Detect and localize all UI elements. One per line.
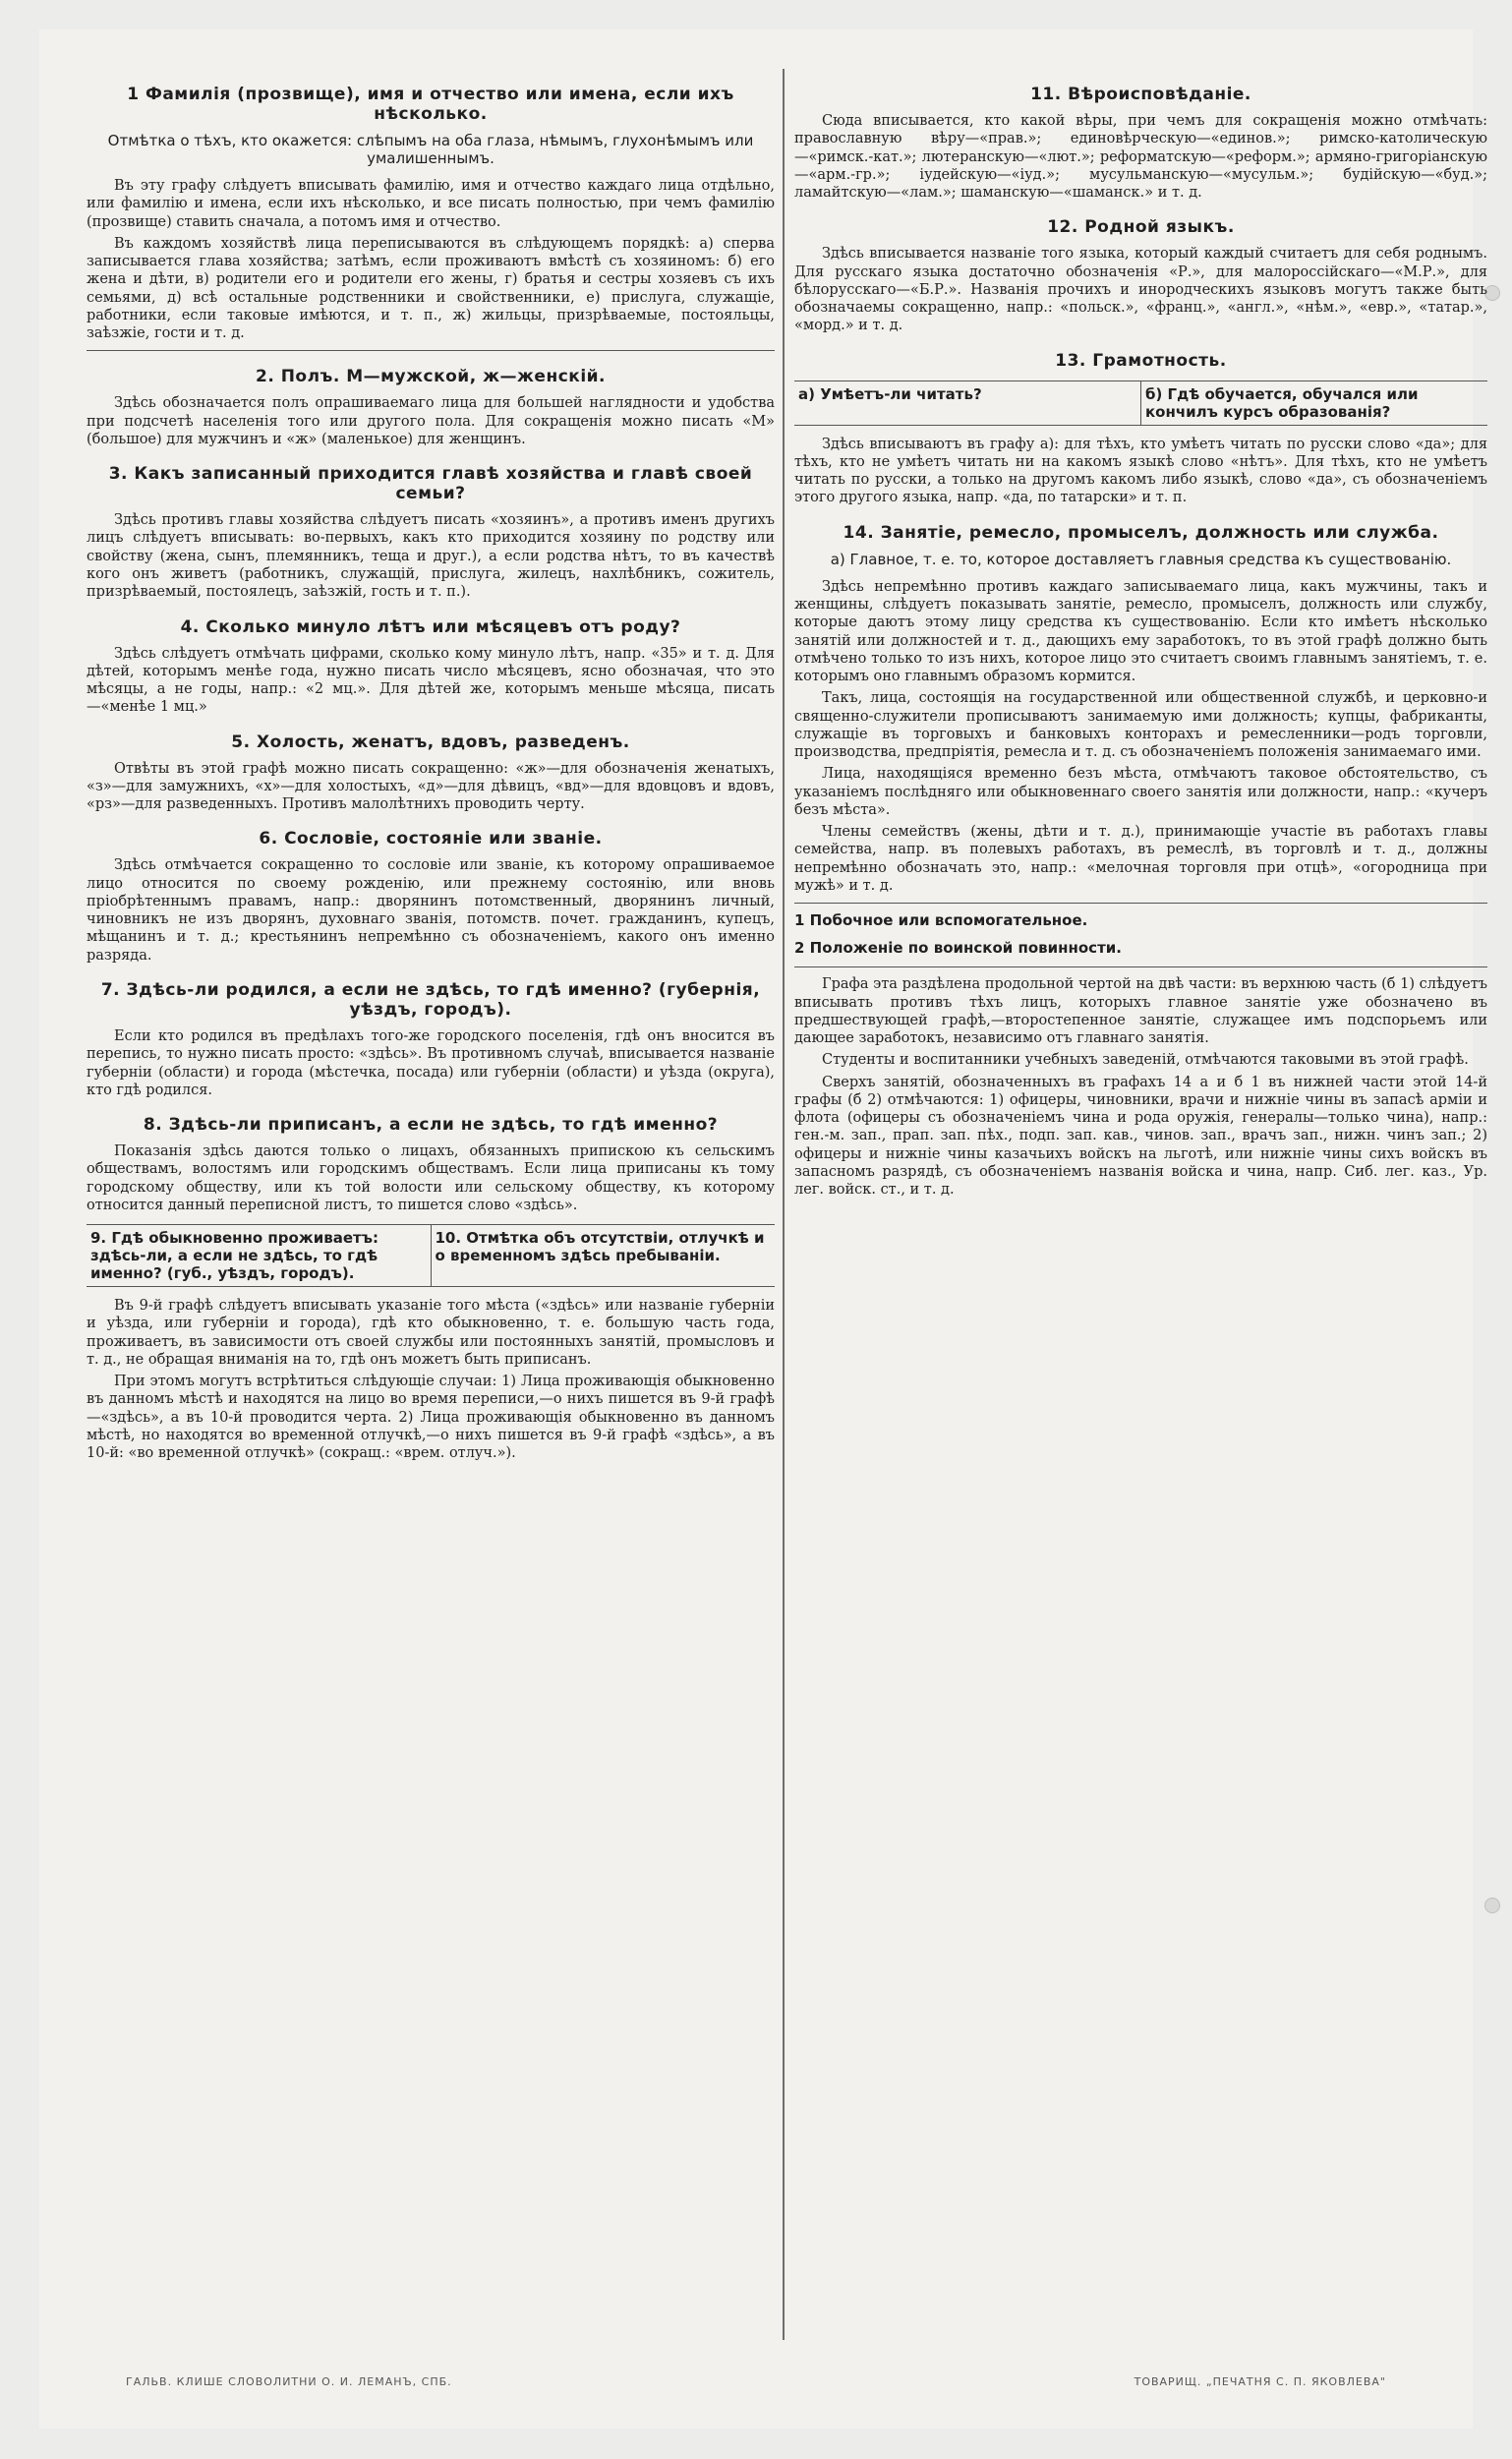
section-14b1-title: 1 Побочное или вспомогательное. (794, 911, 1088, 930)
paragraph: Здѣсь отмѣчается сокращенно то сословіе или званіе, къ которому опрашиваемое лицо относится по своему рожденію, или прежнему состоянію, или вновь пріобрѣтеннымъ правамъ, напр.: дворянинъ потомственный, дворянинъ личный, чиновникъ не изъ дворянъ, духовнаго званія, потомств. почет. гражданинъ, купецъ, мѣщанинъ и т. д.; крестьянинъ непремѣнно съ обозначеніемъ, какого онъ именно разряда. (87, 857, 775, 964)
paragraph: При этомъ могутъ встрѣтиться слѣдующіе случаи: 1) Лица проживающія обыкновенно въ данномъ мѣстѣ и находятся на лицо во время переписи,—о нихъ пишется въ 9-й графѣ—«здѣсь», а въ 10-й проводится черта. 2) Лица проживающія обыкновенно въ данномъ мѣстѣ, но находятся во временной отлучкѣ,—о нихъ пишется въ 9-й графѣ «здѣсь», а въ 10-й: «во временной отлучкѣ» (сокращ.: «врем. отлуч.»). (87, 1374, 775, 1462)
paragraph: Здѣсь непремѣнно противъ каждаго записываемаго лица, какъ мужчины, такъ и женщины, слѣдуетъ показывать занятіе, ремесло, промыселъ, должность или службу, которые даютъ этому лицу средства къ существованію. Если кто имѣетъ нѣсколько занятій или должностей и т. д., дающихъ ему заработокъ, то въ этой графѣ должно быть отмѣчено только то изъ нихъ, которое лицо это считаетъ своимъ главнымъ занятіемъ, т. е. которымъ оно главнымъ образомъ кормится. (794, 578, 1487, 685)
paragraph: Графа эта раздѣлена продольной чертой на двѣ части: въ верхнюю часть (б 1) слѣдуетъ вписывать противъ тѣхъ лицъ, которыхъ главное занятіе уже обозначено въ предшествующей графѣ,—второстепенное занятіе, служащее имъ подспорьемъ или дающее заработокъ, независимо отъ главнаго занятія. (794, 976, 1487, 1047)
divider (794, 903, 1487, 904)
paragraph: Студенты и воспитанники учебныхъ заведеній, отмѣчаются таковыми въ этой графѣ. (822, 1052, 1469, 1069)
paragraph: Сверхъ занятій, обозначенныхъ въ графахъ 14 а и б 1 въ нижней части этой 14-й графы (б 2) отмѣчаются: 1) офицеры, чиновники, врачи и нижніе чины въ запасѣ арміи и флота (офицеры съ обозначеніемъ чина и рода оружія, генералы—только чина), напр.: ген.-м. зап., прап. зап. пѣх., подп. зап. кав., чинов. зап., врачъ зап., нижн. чинъ зап.; 2) офицеры и нижніе чины казачьихъ войскъ на льготѣ, или нижніе чины сихъ войскъ въ запасномъ разрядѣ, съ обозначеніемъ названія войска и чина, напр. Сиб. лег. каз., Ур. лег. войск. ст., и т. д. (794, 1074, 1487, 1199)
paragraph: Показанія здѣсь даются только о лицахъ, обязанныхъ припискою къ сельскимъ обществамъ, волостямъ или городскимъ обществамъ. Если лица приписаны къ тому городскому обществу, или къ той волости или сельскому обществу, къ которому относится данный переписной листъ, то пишется слово «здѣсь». (87, 1143, 775, 1213)
left-column (87, 69, 775, 2350)
divider (87, 350, 775, 351)
section-14b2-title: 2 Положеніе по воинской повинности. (794, 939, 1122, 958)
paragraph: Лица, находящіяся временно безъ мѣста, отмѣчаютъ таковое обстоятельство, съ указаніемъ послѣдняго или обыкновеннаго своего занятія или должности, напр.: «кучеръ безъ мѣста». (794, 766, 1487, 818)
paragraph: Здѣсь вписываютъ въ графу а): для тѣхъ, кто умѣетъ читать по русски слово «да»; для тѣхъ, кто не умѣетъ читать ни на какомъ языкѣ слово «нѣтъ». Для тѣхъ, кто не умѣетъ читать по русски, а только на другомъ какомъ либо языкѣ, слово «да», съ обозначеніемъ этого другого языка, напр. «да, по татарски» и т. п. (794, 436, 1487, 506)
section-11-title: 11. Вѣроисповѣданіе. (1030, 85, 1251, 104)
section-7-title: 7. Здѣсь-ли родился, а если не здѣсь, то гдѣ именно? (губернія, уѣздъ, городъ). (100, 979, 761, 1020)
paragraph: Въ 9-й графѣ слѣдуетъ вписывать указаніе того мѣста («здѣсь» или названіе губерніи и уѣзда, или губерніи и города), гдѣ кто обыкновенно, т. е. большую часть года, проживаетъ, въ зависимости отъ своей службы или постоянныхъ занятій, промысловъ и т. д., не обращая вниманія на то, гдѣ онъ можетъ быть приписанъ. (87, 1298, 775, 1368)
section-13-columns (794, 381, 1487, 426)
paragraph: Здѣсь слѣдуетъ отмѣчать цифрами, сколько кому минуло лѣтъ, напр. «35» и т. д. Для дѣтей, которымъ менѣе года, нужно писать число мѣсяцевъ, ясно обозначая, что это мѣсяцы, а не годы, напр.: «2 мц.». Для дѣтей же, которымъ меньше мѣсяца, писать—«менѣе 1 мц.» (87, 645, 775, 716)
paragraph: Здѣсь обозначается полъ опрашиваемаго лица для большей наглядности и удобства при подсчетѣ населенія того или другого пола. Для сокращенія можно писать «М» (большое) для мужчинъ и «ж» (маленькое) для женщинъ. (87, 395, 775, 447)
column-divider (783, 69, 785, 2340)
section-9-title: 9. Гдѣ обыкновенно проживаетъ: здѣсь-ли, а если не здѣсь, то гдѣ именно? (губ., уѣздъ, городъ). (87, 1225, 432, 1286)
section-6-title: 6. Сословіе, состояніе или званіе. (259, 829, 603, 849)
divider (794, 966, 1487, 967)
paragraph: Сюда вписывается, кто какой вѣры, при чемъ для сокращенія можно отмѣчать: православную вѣру—«прав.»; единовѣрческую—«единов.»; римско-католическую—«римск.-кат.»; лютеранскую—«лют.»; реформатскую—«реформ.»; армяно-григоріанскую—«арм.-гр.»; іудейскую—«іуд.»; мусульманскую—«мусульм.»; будійскую—«буд.»; ламайтскую—«лам.»; шаманскую—«шаманск.» и т. д. (794, 113, 1487, 202)
paragraph: Въ эту графу слѣдуетъ вписывать фамилію, имя и отчество каждаго лица отдѣльно, или фамилію и имена, если ихъ нѣсколько, и все писать полностью, при чемъ фамилію (прозвище) ставить сначала, а потомъ имя и отчество. (87, 178, 775, 230)
footer-left: ГАЛЬВ. КЛИШЕ СЛОВОЛИТНИ О. И. ЛЕМАНЪ, СПБ. (126, 2375, 452, 2388)
paragraph: Члены семействъ (жены, дѣти и т. д.), принимающіе участіе въ работахъ главы семейства, напр. въ полевыхъ работахъ, въ ремеслѣ, въ торговлѣ и т. д., должны непремѣнно обозначать это, напр.: «мелочная торговля при отцѣ», «огородница при мужѣ» и т. д. (794, 824, 1487, 894)
paragraph: Такъ, лица, состоящія на государственной или общественной службѣ, и церковно-и священно-служители прописываютъ занимаемую ими должность; купцы, фабриканты, служащіе въ торговыхъ и банковыхъ конторахъ и ремесленники—родъ торговли, производства, предпріятія, ремесла и т. д. съ обозначеніемъ положенія занимаемаго ими. (794, 690, 1487, 761)
paragraph: Въ каждомъ хозяйствѣ лица переписываются въ слѣдующемъ порядкѣ: а) сперва записывается глава хозяйства; затѣмъ, если проживаютъ вмѣстѣ съ хозяиномъ: б) его жена и дѣти, в) родители его и родители его жены, г) братья и сестры хозяевъ съ ихъ семьями, д) всѣ остальные родственники и свойственники, е) прислуга, служащіе, работники, если таковые имѣются, и т. п., ж) жильцы, призрѣваемые, постояльцы, заѣзжіе, гости и т. д. (87, 235, 775, 342)
section-13b-title: б) Гдѣ обучается, обучался или кончилъ курсъ образованія? (1145, 384, 1419, 421)
section-1-title: 1 Фамилія (прозвище), имя и отчество или имена, если ихъ нѣсколько. (127, 85, 734, 124)
section-8-title: 8. Здѣсь-ли приписанъ, а если не здѣсь, то гдѣ именно? (143, 1115, 719, 1136)
section-2-title: 2. Полъ. М—мужской, ж—женскій. (255, 367, 607, 387)
section-3-title: 3. Какъ записанный приходится главѣ хозяйства и главѣ своей семьи? (108, 464, 753, 504)
paragraph: Здѣсь вписывается названіе того языка, который каждый считаетъ для себя роднымъ. Для русскаго языка достаточно обозначенія «Р.», для малороссійскаго—«М.Р.», для бѣлорусскаго—«Б.Р.». Названія прочихъ и инородческихъ языковъ могутъ также быть обозначаемы сокращенно, напр.: «польск.», «франц.», «англ.», «нѣм.», «евр.», «татар.», «морд.» и т. д. (794, 246, 1487, 334)
right-column (794, 69, 1487, 2350)
paragraph: Если кто родился въ предѣлахъ того-же городского поселенія, гдѣ онъ вносится въ перепись, то нужно писать просто: «здѣсь». Въ противномъ случаѣ, вписывается названіе губерніи (области) и города (мѣстечка, посада) или губерніи (области) и уѣзда (округа), кто гдѣ родился. (87, 1027, 775, 1098)
paragraph: Отвѣты въ этой графѣ можно писать сокращенно: «ж»—для обозначенія женатыхъ, «з»—для замужнихъ, «х»—для холостыхъ, «д»—для дѣвицъ, «вд»—для вдовцовъ и вдовъ, «рз»—для разведенныхъ. Противъ малолѣтнихъ проводить черту. (87, 760, 775, 813)
census-instruction-sheet (39, 29, 1487, 2429)
paragraph: Здѣсь противъ главы хозяйства слѣдуетъ писать «хозяинъ», а противъ именъ другихъ лицъ слѣдуетъ вписывать: во-первыхъ, какъ кто приходится хозяину по родству или свойству (жена, сынъ, племянникъ, теща и друг.), а если родства нѣтъ, то въ качествѣ кого онъ живетъ (работникъ, служащій, прислуга, жилецъ, нахлѣбникъ, сожитель, призрѣваемый, постоялецъ, заѣзжій, гость и т. п.). (87, 512, 775, 601)
section-13a-title: а) Умѣетъ-ли читать? (794, 381, 1141, 425)
section-14a-subtitle: а) Главное, т. е. то, которое доставляетъ главныя средства къ существованію. (830, 550, 1452, 568)
print-footer (126, 2375, 1386, 2388)
section-4-title: 4. Сколько минуло лѣтъ или мѣсяцевъ отъ роду? (180, 616, 681, 637)
footer-right: ТОВАРИЩ. „ПЕЧАТНЯ С. П. ЯКОВЛЕВА" (1134, 2375, 1386, 2388)
sections-9-10-header (87, 1224, 775, 1287)
section-13-title: 13. Грамотность. (1055, 350, 1227, 371)
section-12-title: 12. Родной языкъ. (1047, 217, 1235, 238)
section-1-subtitle: Отмѣтка о тѣхъ, кто окажется: слѣпымъ на оба глаза, нѣмымъ, глухонѣмымъ или умалишеннымъ. (107, 132, 754, 167)
section-10-title: 10. Отмѣтка объ отсутствіи, отлучкѣ и о временномъ здѣсь пребываніи. (435, 1229, 765, 1265)
section-5-title: 5. Холость, женатъ, вдовъ, разведенъ. (231, 732, 630, 752)
section-14-title: 14. Занятіе, ремесло, промыселъ, должность или служба. (843, 522, 1439, 543)
